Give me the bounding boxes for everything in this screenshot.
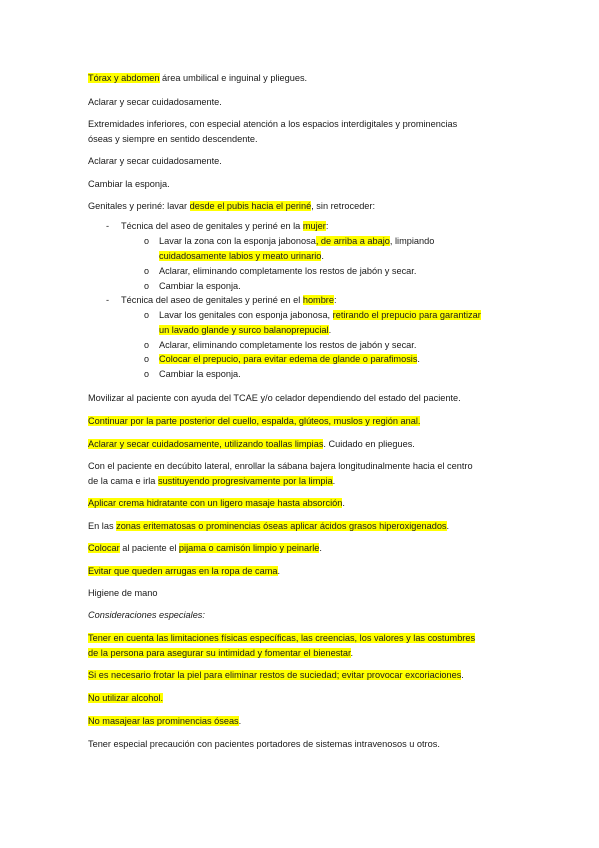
highlight: zonas eritematosas o prominencias óseas aplicar ácidos grasos hiperoxigenados	[116, 521, 447, 531]
paragraph-cambiar-esponja: Cambiar la esponja.	[88, 179, 170, 189]
paragraph-torax	[88, 71, 528, 86]
list-item: Aclarar, eliminando completamente los restos de jabón y secar.	[159, 340, 417, 350]
text-line: Extremidades inferiores, con especial atención a los espacios interdigitales y prominencias	[88, 119, 458, 129]
text: .	[238, 716, 242, 726]
paragraph-aclarar-1: Aclarar y secar cuidadosamente.	[88, 97, 222, 107]
highlight: Continuar por la parte posterior del cuello, espalda, glúteos, muslos y región anal.	[88, 416, 421, 426]
text: Genitales y periné: lavar	[88, 201, 190, 211]
text: Lavar los genitales con esponja jabonosa,	[159, 310, 333, 320]
bullet: o	[144, 354, 150, 364]
paragraph-extremidades	[88, 117, 528, 147]
dash-bullet: -	[106, 295, 110, 305]
section-heading: Consideraciones especiales:	[88, 610, 205, 620]
text-line: óseas y siempre en sentido descendente.	[88, 134, 258, 144]
bullet: o	[144, 236, 150, 246]
text: .	[417, 354, 420, 364]
dash-bullet: -	[106, 221, 110, 231]
text: .	[277, 566, 281, 576]
list-item-label	[121, 295, 337, 305]
paragraph-aclarar-2: Aclarar y secar cuidadosamente.	[88, 156, 222, 166]
paragraph-arrugas	[88, 564, 528, 579]
text: En las	[88, 521, 117, 531]
list-item	[159, 236, 434, 246]
highlight: Tener en cuenta las limitaciones físicas específicas, las creencias, los valores y las costumbres	[88, 633, 476, 643]
text: .	[350, 648, 354, 658]
bullet: o	[144, 369, 150, 379]
list-item: Aclarar, eliminando completamente los restos de jabón y secar.	[159, 266, 417, 276]
bullet: o	[144, 266, 150, 276]
paragraph-decubito	[88, 459, 528, 489]
text-line: Con el paciente en decúbito lateral, enrollar la sábana bajera longitudinalmente hacia el centro	[88, 461, 473, 471]
paragraph-frotar	[88, 668, 528, 683]
text-line	[88, 646, 528, 661]
text: .	[332, 476, 336, 486]
text: .	[321, 251, 324, 261]
highlight: de la persona para asegurar su intimidad y fomentar el bienestar	[88, 648, 351, 658]
paragraph-crema	[88, 496, 528, 511]
text: , limpiando	[389, 236, 435, 246]
highlight: Aclarar y secar cuidadosamente, utilizando toallas limpias	[88, 439, 324, 449]
text: Técnica del aseo de genitales y periné en el	[121, 295, 303, 305]
paragraph-precaucion: Tener especial precaución con pacientes portadores de sistemas intravenosos u otros.	[88, 739, 440, 749]
highlight: un lavado glande y surco balanoprepucial	[159, 325, 329, 335]
bullet: o	[144, 340, 150, 350]
highlight: desde el pubis hacia el periné	[189, 201, 312, 211]
highlight: , de arriba a abajo	[315, 236, 390, 246]
text: .	[319, 543, 322, 553]
highlight: Evitar que queden arrugas en la ropa de cama	[88, 566, 278, 576]
text-line	[88, 631, 528, 646]
text: .	[446, 521, 450, 531]
text: . Cuidado en pliegues.	[323, 439, 415, 449]
text: , sin retroceder:	[311, 201, 376, 211]
highlight: cuidadosamente labios y meato urinario	[159, 251, 322, 261]
highlight: mujer	[302, 221, 326, 231]
highlight: No utilizar alcohol.	[88, 693, 164, 703]
paragraph-alcohol	[88, 691, 528, 706]
text: Lavar la zona con la esponja jabonosa	[159, 236, 316, 246]
highlight: Colocar el prepucio, para evitar edema de glande o parafimosis	[159, 354, 418, 364]
list-item: Cambiar la esponja.	[159, 369, 241, 379]
text: al paciente el	[119, 543, 179, 553]
highlight: Tórax y abdomen	[88, 73, 160, 83]
text: :	[333, 295, 337, 305]
list-item: Cambiar la esponja.	[159, 281, 241, 291]
highlight: Si es necesario frotar la piel para eliminar restos de suciedad; evitar provocar excoriaciones	[88, 670, 462, 680]
highlight: Colocar	[88, 543, 120, 553]
text: :	[325, 221, 329, 231]
text: .	[461, 670, 464, 680]
list-item	[159, 354, 420, 364]
highlight: pijama o camisón limpio y peinarle	[178, 543, 320, 553]
text-line	[88, 474, 528, 489]
text: .	[328, 325, 332, 335]
paragraph-masajear	[88, 714, 528, 729]
text: .	[342, 498, 345, 508]
paragraph-genitales	[88, 199, 528, 214]
paragraph-movilizar: Movilizar al paciente con ayuda del TCAE y/o celador dependiendo del estado del paciente.	[88, 393, 461, 403]
text: área umbilical e inguinal y pliegues.	[159, 73, 308, 83]
paragraph-higiene: Higiene de mano	[88, 588, 158, 598]
list-item-cont	[159, 325, 331, 335]
paragraph-aclarar-toallas	[88, 437, 528, 452]
paragraph-continuar	[88, 414, 528, 429]
paragraph-tener-en-cuenta	[88, 631, 528, 661]
highlight: hombre	[302, 295, 334, 305]
highlight: retirando el prepucio para garantizar	[332, 310, 481, 320]
paragraph-zonas	[88, 519, 528, 534]
list-item	[159, 310, 481, 320]
highlight: No masajear las prominencias óseas	[88, 716, 239, 726]
bullet: o	[144, 281, 150, 291]
text: de la cama e irla	[88, 476, 158, 486]
list-item-label	[121, 221, 328, 231]
paragraph-colocar	[88, 541, 528, 556]
highlight: sustituyendo progresivamente por la limpia	[157, 476, 333, 486]
bullet: o	[144, 310, 150, 320]
text: Técnica del aseo de genitales y periné en la	[121, 221, 303, 231]
list-item-cont	[159, 251, 324, 261]
highlight: Aplicar crema hidratante con un ligero masaje hasta absorción	[88, 498, 343, 508]
